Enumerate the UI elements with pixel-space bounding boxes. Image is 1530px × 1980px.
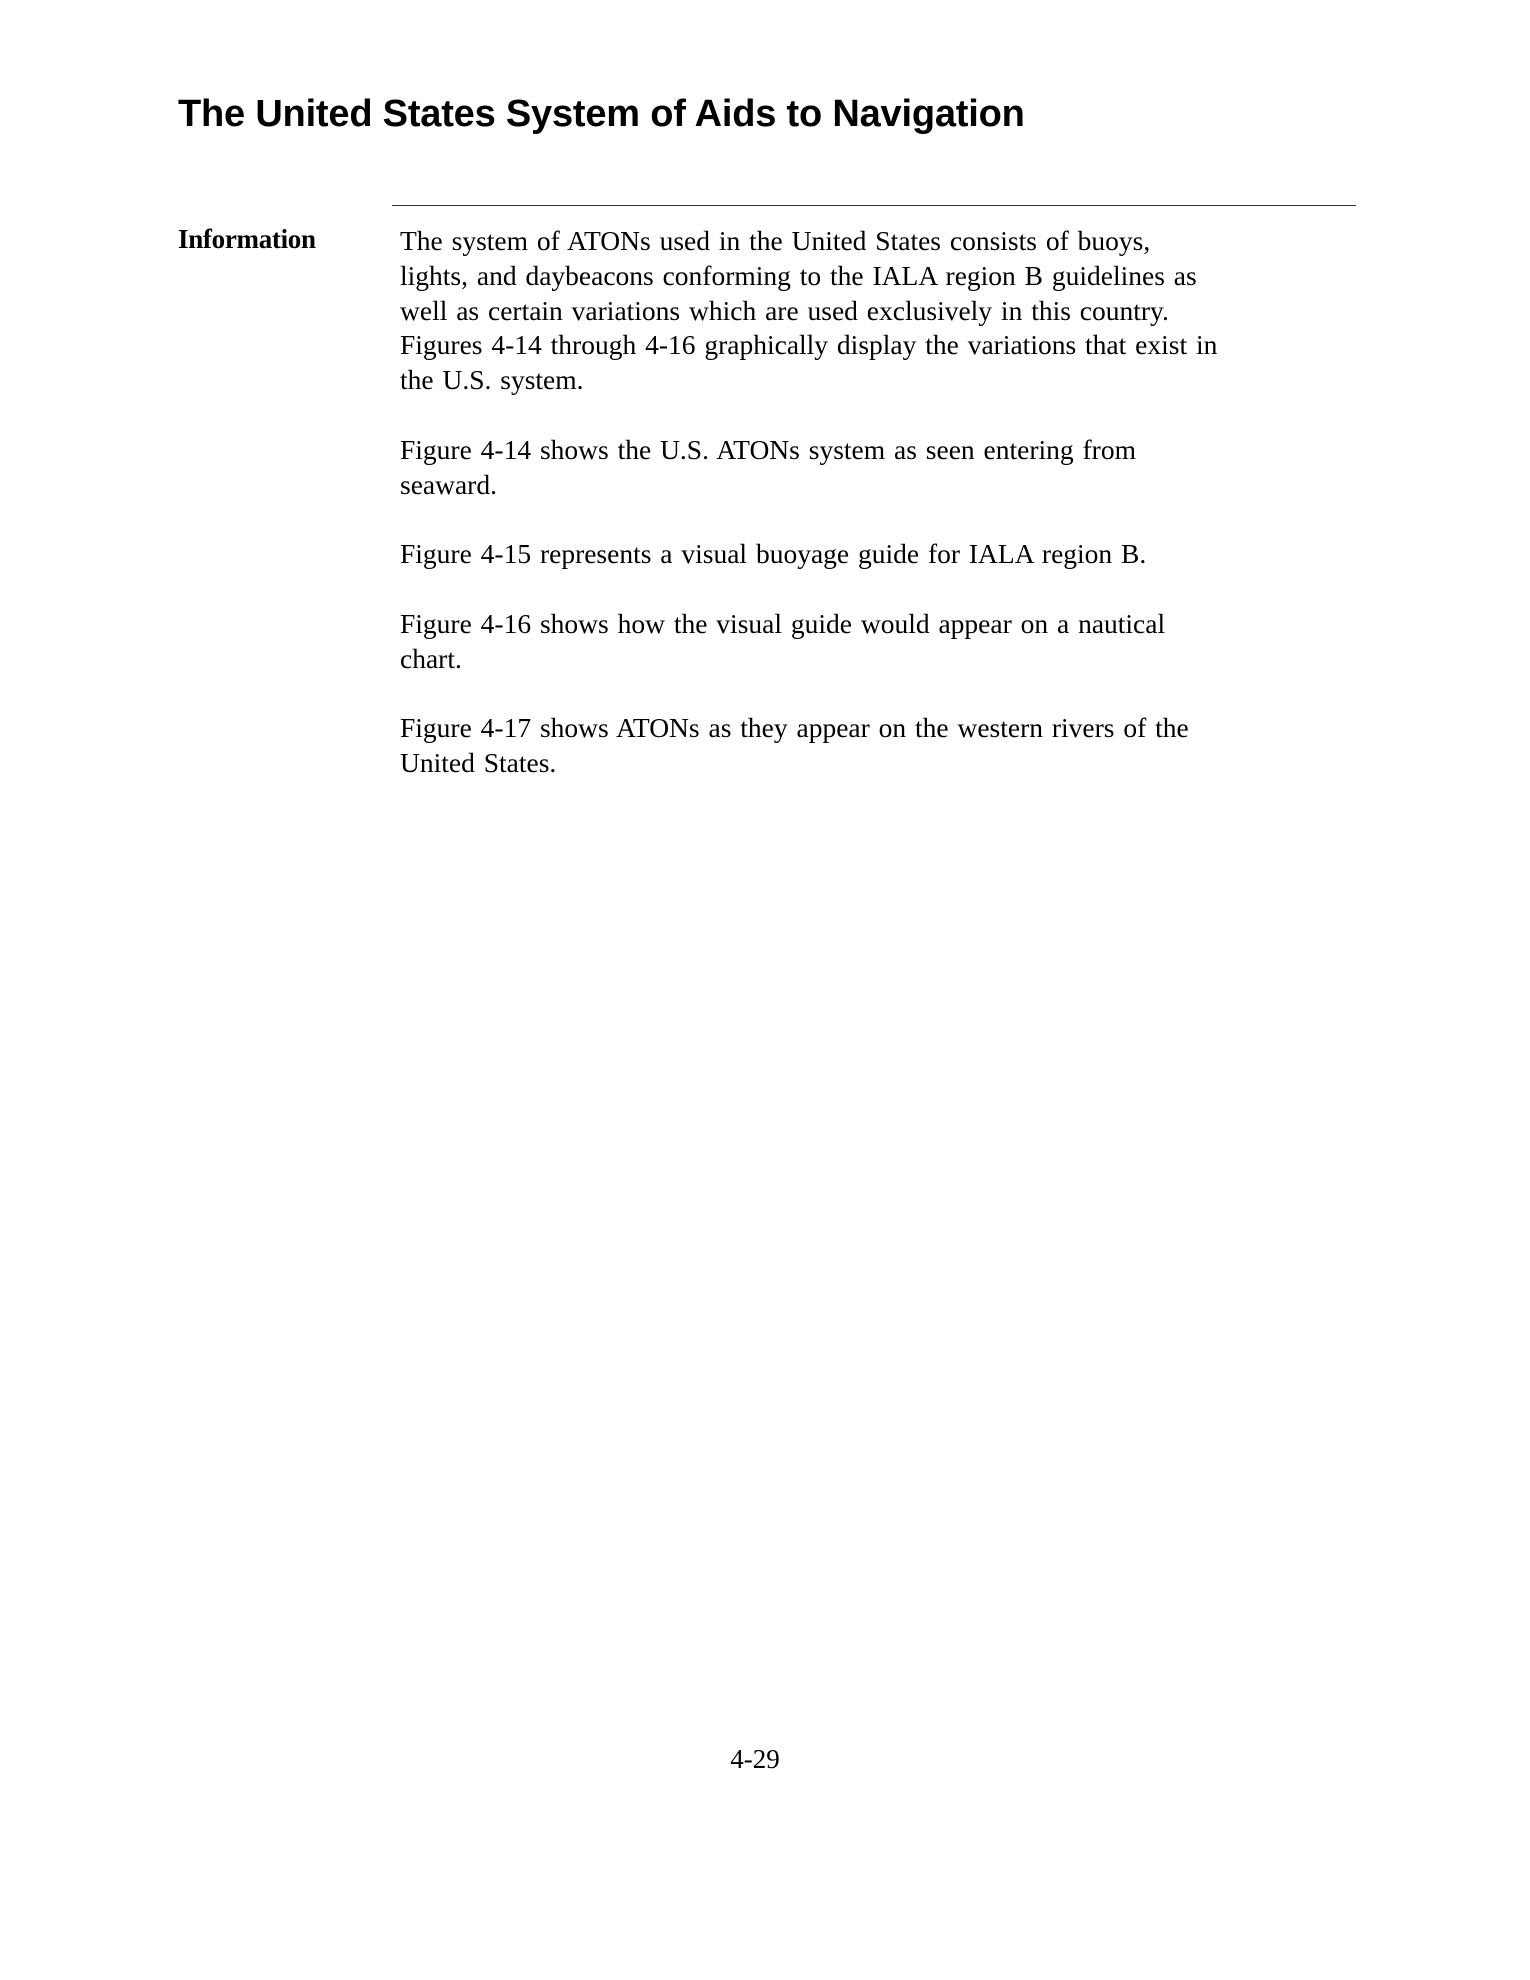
text-line: Figures 4-14 through 4-16 graphically display the variations that exist in <box>400 329 1218 361</box>
text-line: Figure 4-15 represents a visual buoyage guide for IALA region B. <box>400 538 1147 570</box>
text-line: Figure 4-16 shows how the visual guide would appear on a nautical <box>400 607 1166 639</box>
text-line: lights, and daybeacons conforming to the IALA region B guidelines as <box>400 259 1197 291</box>
text-line: well as certain variations which are used exclusively in this country. <box>400 294 1169 326</box>
section-label-information: Information <box>178 224 316 254</box>
page-number: 4-29 <box>730 1744 780 1774</box>
text-line: seaward. <box>400 468 497 500</box>
paragraph-aton-system <box>400 224 1320 398</box>
information-body <box>400 224 1320 816</box>
text-line: Figure 4-17 shows ATONs as they appear on the western rivers of the <box>400 712 1189 744</box>
text-line: the U.S. system. <box>400 364 584 396</box>
text-line: United States. <box>400 746 557 778</box>
paragraph-figure-4-15 <box>400 537 1320 572</box>
paragraph-figure-4-16 <box>400 607 1320 677</box>
text-line: chart. <box>400 642 462 674</box>
text-line: Figure 4-14 shows the U.S. ATONs system as seen entering from <box>400 433 1136 465</box>
text-line: The system of ATONs used in the United States consists of buoys, <box>400 225 1151 256</box>
page-title: The United States System of Aids to Navigation <box>178 93 1025 135</box>
paragraph-figure-4-17 <box>400 711 1320 781</box>
paragraph-figure-4-14 <box>400 433 1320 503</box>
section-divider <box>392 205 1356 206</box>
